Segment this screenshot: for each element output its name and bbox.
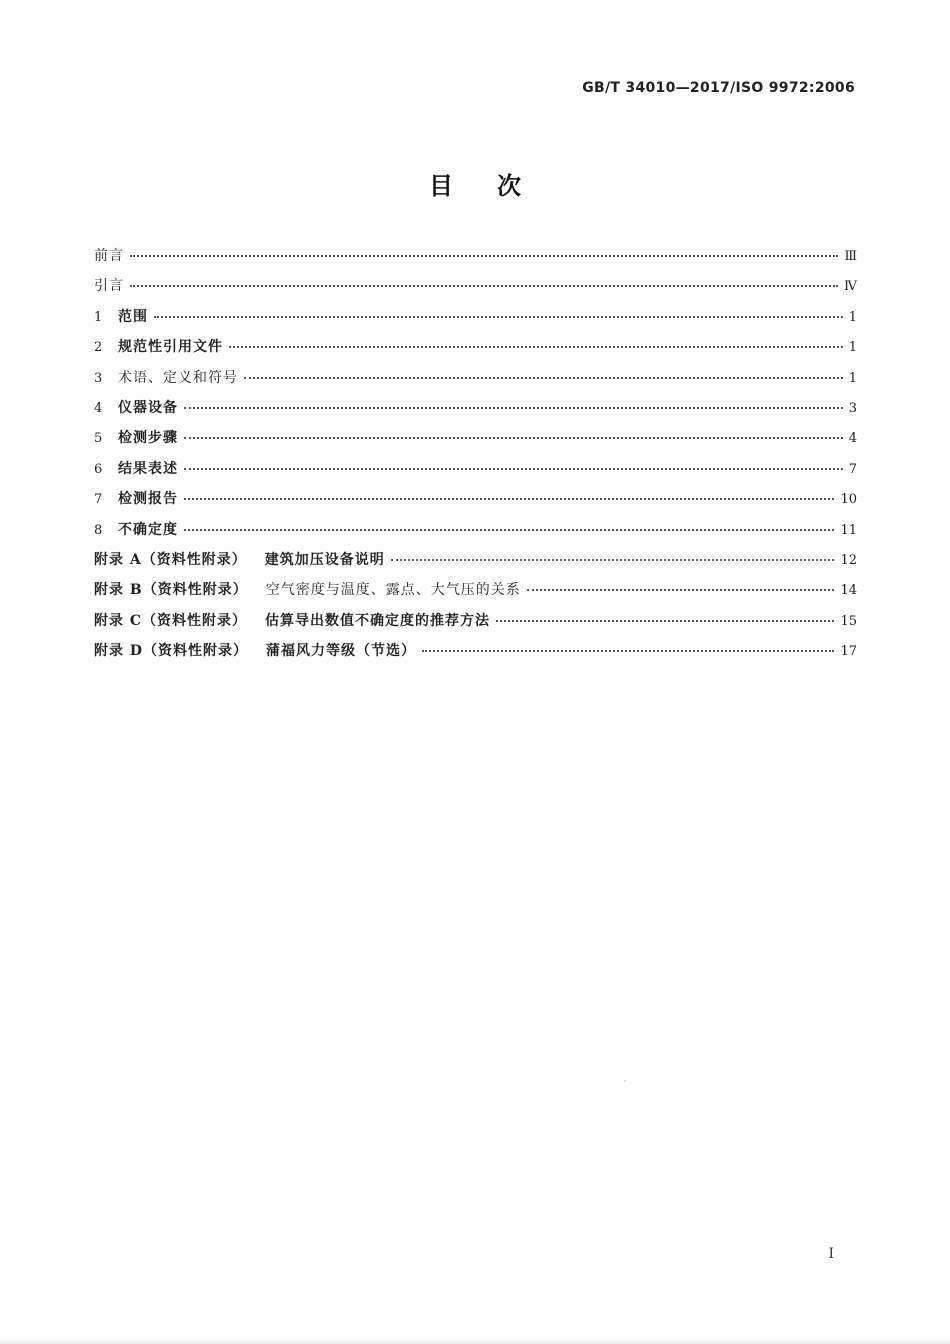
toc-entry-appendix-b[interactable]	[94, 579, 857, 609]
toc-entry-number: 7	[94, 492, 103, 508]
toc-entry-number: 2	[94, 340, 103, 356]
toc-entry-page: 15	[840, 613, 857, 629]
toc-entry-5[interactable]	[94, 427, 857, 457]
dot-leader	[184, 436, 843, 439]
dot-leader	[184, 406, 843, 409]
toc-entry-appendix-c[interactable]	[94, 610, 857, 640]
toc-entry-page: 12	[840, 552, 857, 568]
toc-entry-appendix-a[interactable]	[94, 549, 857, 579]
toc-entry-page: 3	[848, 400, 857, 416]
appendix-tag: 附录 B（资料性附录）	[94, 582, 248, 599]
toc-entry-8[interactable]	[94, 519, 857, 549]
page-number: I	[828, 1246, 834, 1262]
toc-entry-number: 6	[94, 461, 103, 477]
toc-entry-label: 前言	[94, 248, 124, 264]
toc-entry-label: 检测步骤	[118, 430, 178, 447]
dot-leader	[391, 558, 835, 561]
dot-leader	[496, 619, 834, 622]
scan-speck	[624, 1080, 626, 1082]
toc-entry-number: 8	[94, 522, 103, 538]
toc-entry-3[interactable]	[94, 367, 857, 397]
toc-entry-number: 4	[94, 400, 103, 416]
toc-entry-label: 不确定度	[118, 521, 178, 538]
toc-entry-introduction[interactable]	[94, 275, 857, 305]
toc-entry-7[interactable]	[94, 488, 857, 518]
toc-entry-label: 建筑加压设备说明	[264, 551, 385, 568]
toc-entry-preface[interactable]	[94, 245, 857, 275]
toc-entry-page: 7	[848, 461, 857, 477]
dot-leader	[527, 588, 835, 591]
toc-entry-number: 3	[94, 370, 103, 386]
toc-entry-label: 引言	[94, 278, 124, 295]
dot-leader	[184, 528, 834, 531]
toc-entry-appendix-d[interactable]	[94, 640, 857, 670]
appendix-tag: 附录 C（资料性附录）	[94, 612, 248, 629]
toc-entry-page: 1	[848, 340, 857, 356]
toc-entry-number: 1	[94, 309, 103, 325]
toc-entry-page: 1	[848, 309, 857, 325]
toc-entry-label: 结果表述	[118, 460, 178, 477]
table-of-contents	[94, 245, 857, 670]
toc-entry-label: 估算导出数值不确定度的推荐方法	[265, 612, 491, 629]
dot-leader	[130, 254, 838, 257]
dot-leader	[184, 467, 843, 470]
toc-entry-6[interactable]	[94, 458, 857, 488]
page-title: 目次	[429, 172, 565, 200]
scan-edge	[0, 1338, 950, 1344]
toc-entry-page: 17	[840, 644, 857, 660]
toc-entry-4[interactable]	[94, 397, 857, 427]
toc-entry-label: 范围	[118, 308, 148, 325]
toc-entry-label: 术语、定义和符号	[118, 369, 238, 386]
dot-leader	[184, 497, 834, 500]
toc-entry-page: 10	[840, 492, 857, 508]
dot-leader	[229, 345, 843, 348]
dot-leader	[244, 376, 843, 379]
toc-entry-page: 1	[848, 370, 857, 386]
toc-entry-label: 仪器设备	[118, 399, 178, 416]
toc-entry-label: 蒲福风力等级（节选）	[266, 643, 417, 660]
toc-entry-1[interactable]	[94, 306, 857, 336]
toc-entry-page: 14	[840, 583, 857, 599]
toc-entry-page: 11	[840, 522, 857, 538]
dot-leader	[130, 284, 838, 287]
appendix-tag: 附录 A（资料性附录）	[94, 551, 247, 568]
appendix-tag: 附录 D（资料性附录）	[94, 643, 249, 660]
toc-entry-label: 检测报告	[118, 491, 178, 508]
toc-entry-number: 5	[94, 431, 103, 447]
toc-entry-label: 空气密度与温度、露点、大气压的关系	[265, 582, 521, 599]
toc-entry-2[interactable]	[94, 336, 857, 366]
dot-leader	[422, 649, 834, 652]
dot-leader	[154, 315, 843, 318]
toc-entry-label: 规范性引用文件	[118, 339, 223, 356]
toc-entry-page: 4	[848, 431, 857, 447]
standard-code: GB/T 34010—2017/ISO 9972:2006	[582, 80, 855, 96]
toc-entry-page: Ⅳ	[844, 279, 857, 295]
toc-entry-page: Ⅲ	[844, 249, 857, 264]
